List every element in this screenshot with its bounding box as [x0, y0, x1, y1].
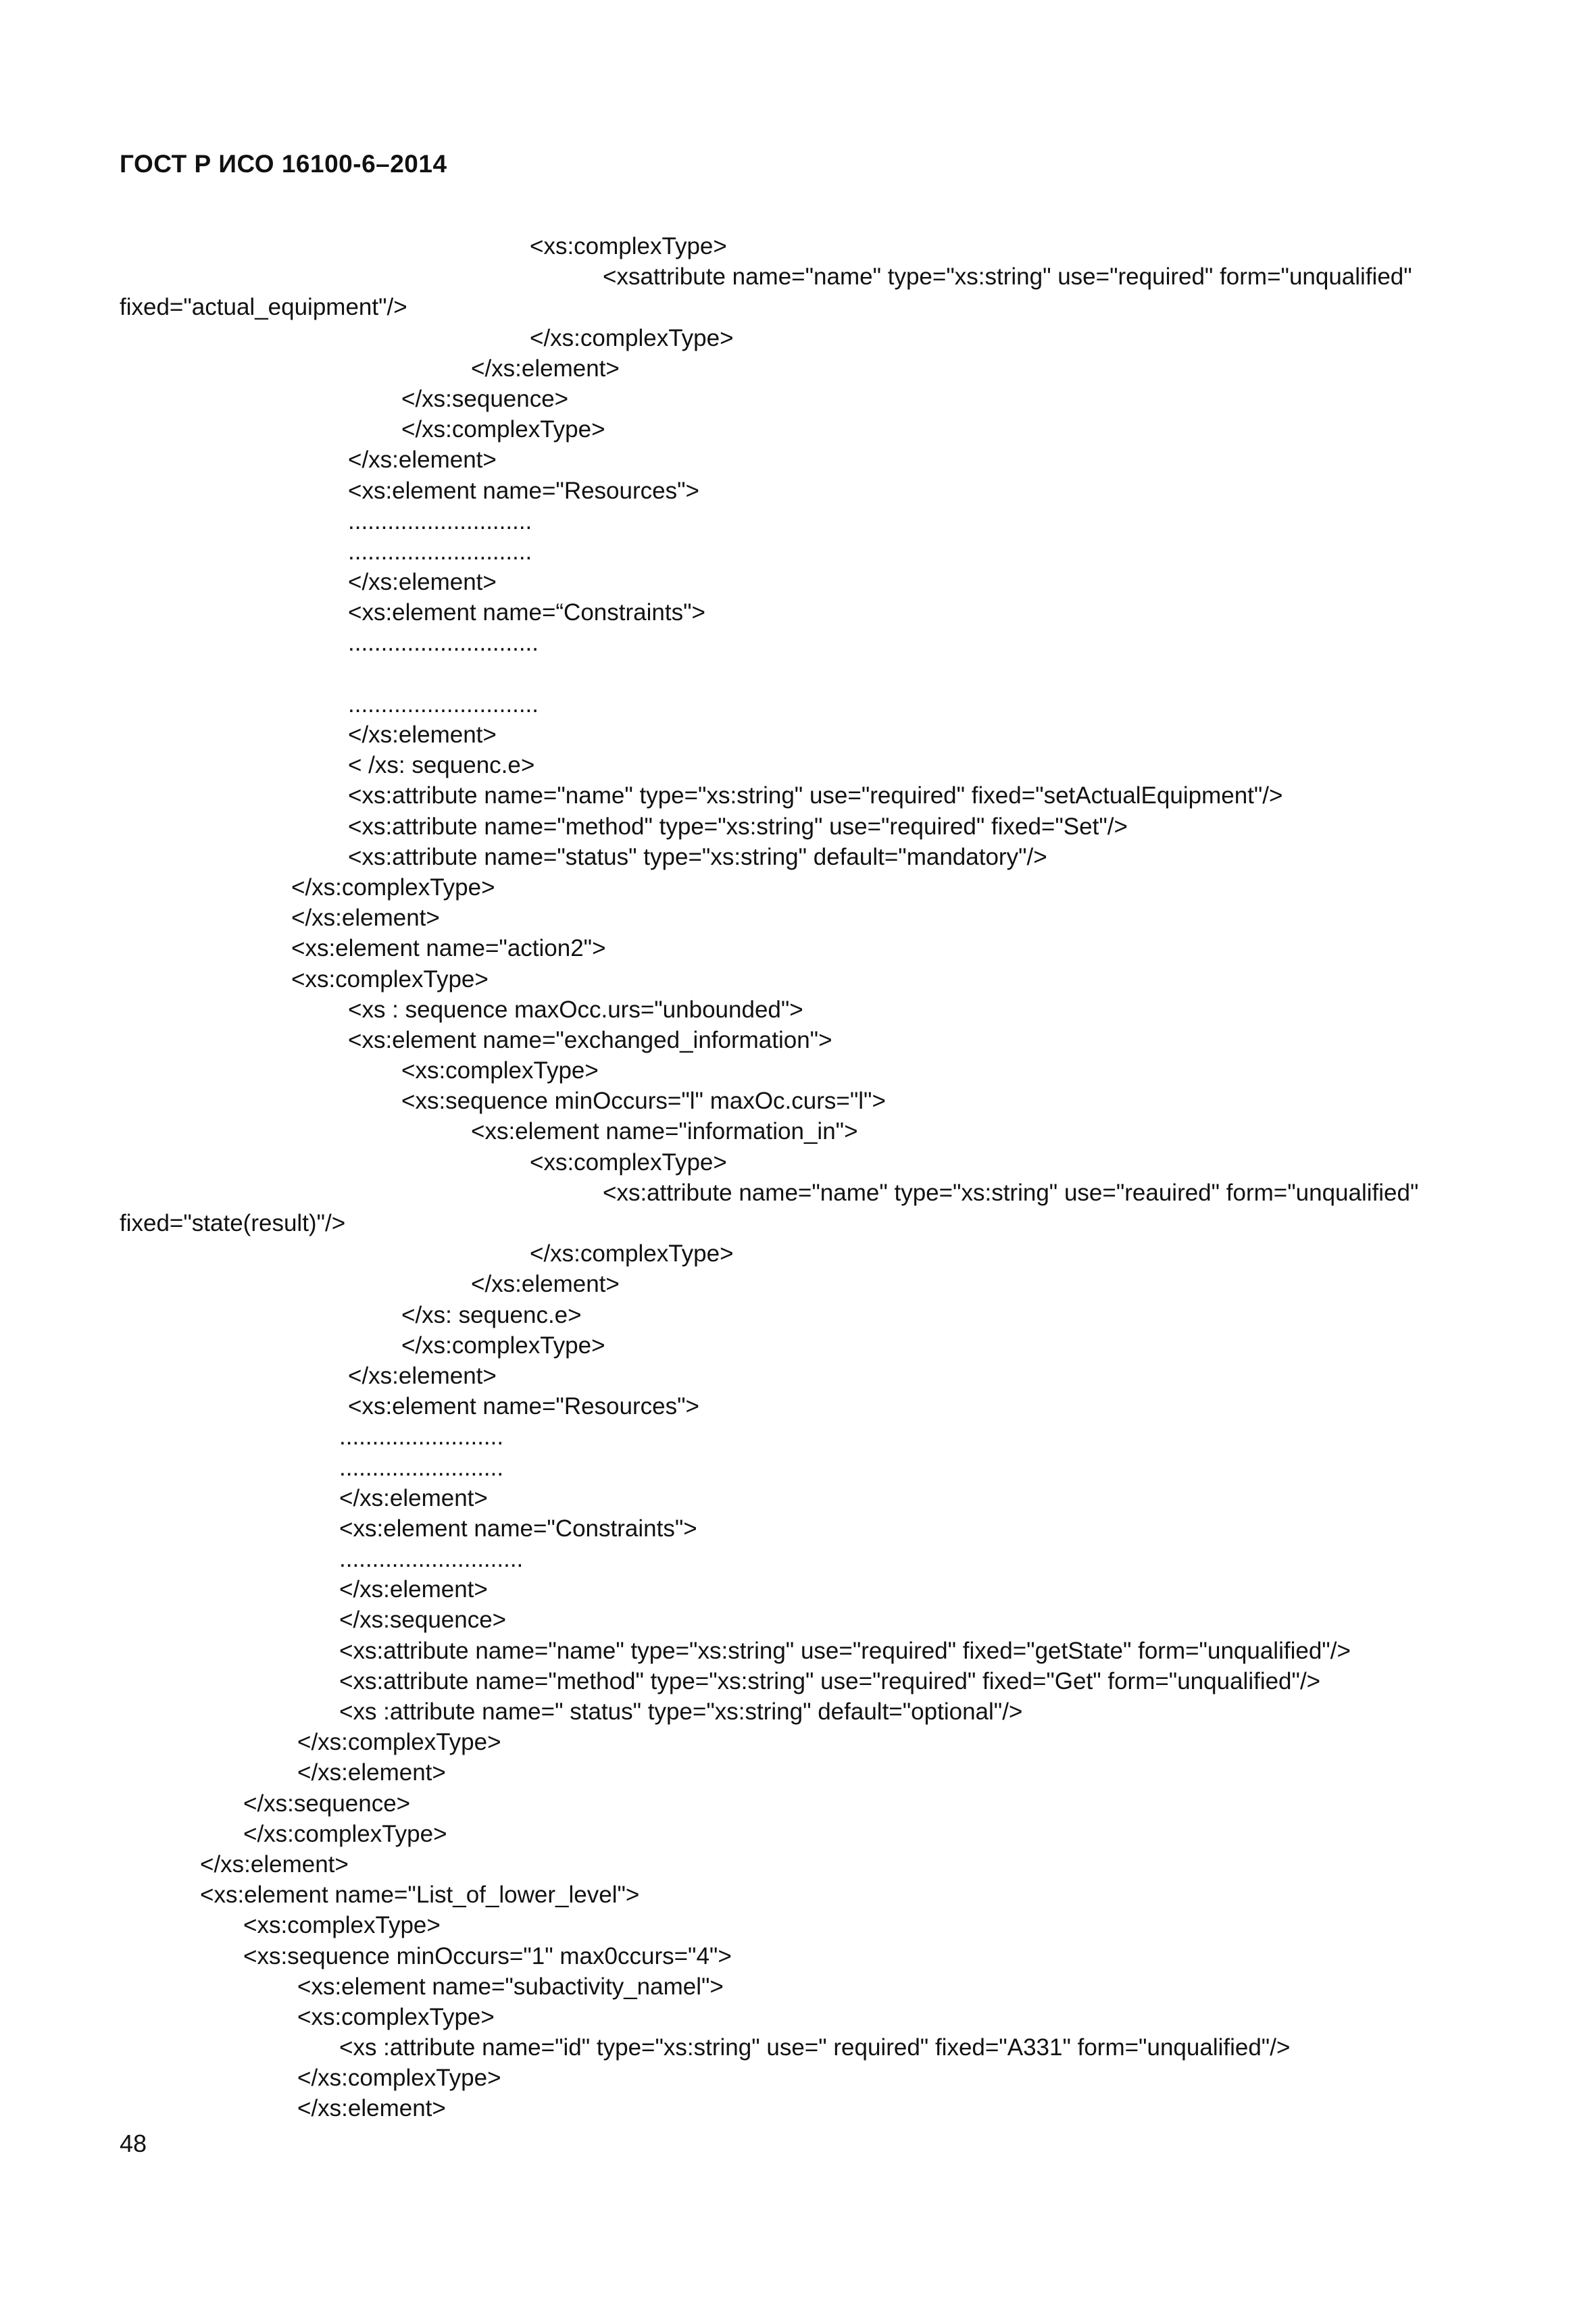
code-line: </xs:element> — [339, 1576, 488, 1603]
code-line: <xs:element name="exchanged_information"> — [348, 1026, 832, 1053]
code-line: ............................ — [348, 507, 532, 534]
code-line: ............................ — [339, 1546, 524, 1573]
code-line — [0, 659, 1596, 689]
code-line: </xs:element> — [297, 2095, 446, 2122]
code-line: ......................... — [339, 1424, 504, 1451]
code-line: <xs:element name="Constraints"> — [339, 1515, 697, 1542]
code-line: </xs: sequenc.e> — [401, 1301, 582, 1328]
code-line: <xs :attribute name="id" type="xs:string" use=" required" fixed="A331" form="unqualified"/> — [339, 2034, 1291, 2061]
code-line: < /xs: sequenc.e> — [348, 752, 535, 779]
code-line: </xs:sequence> — [401, 385, 569, 412]
code-line: <xs:complexType> — [530, 233, 727, 259]
code-line: </xs:element> — [200, 1851, 349, 1878]
code-line: <xs:attribute name="status" type="xs:string" default="mandatory"/> — [348, 843, 1047, 870]
code-line: <xs:attribute name="method" type="xs:string" use="required" fixed="Get" form="unqualified"/> — [339, 1667, 1321, 1694]
code-line: </xs:sequence> — [339, 1607, 507, 1634]
code-line: </xs:complexType> — [297, 2065, 501, 2092]
code-line: </xs:complexType> — [401, 1332, 605, 1359]
code-line: <xs:attribute name="name" type="xs:string" use="required" fixed="getState" form="unqualified"/> — [339, 1637, 1351, 1664]
code-line: <xs:element name="List_of_lower_level"> — [200, 1882, 640, 1909]
code-line: <xs:complexType> — [297, 2003, 495, 2030]
page-number: 48 — [120, 2130, 147, 2157]
code-line: <xs:complexType> — [401, 1057, 599, 1084]
code-line: <xs:attribute name="name" type="xs:string" use="required" fixed="setActualEquipment"/> — [348, 782, 1283, 809]
code-line: </xs:element> — [471, 1271, 620, 1298]
code-line: </xs:element> — [348, 569, 497, 596]
code-line: <xs:element name="Resources"> — [348, 477, 699, 504]
code-line: fixed="actual_equipment"/> — [120, 294, 407, 321]
code-line: <xs:sequence minOccurs="l" maxOc.curs="l"> — [401, 1088, 886, 1115]
code-line: <xs:attribute name="method" type="xs:string" use="required" fixed="Set"/> — [348, 813, 1128, 840]
xml-code-listing — [0, 231, 1596, 2124]
code-line: </xs:complexType> — [401, 416, 605, 443]
code-line: </xs:complexType> — [243, 1820, 447, 1847]
code-line: </xs:complexType> — [297, 1729, 501, 1756]
code-line: <xs:complexType> — [291, 965, 489, 992]
code-line: <xsattribute name="name" type="xs:string" use="required" form="unqualified" — [603, 263, 1412, 291]
code-line: <xs:sequence minOccurs="1" max0ccurs="4"> — [243, 1942, 732, 1969]
code-line: <xs:element name="subactivity_namel"> — [297, 1973, 724, 2000]
code-line: fixed="state(result)"/> — [120, 1210, 346, 1236]
code-line: </xs:complexType> — [530, 1240, 734, 1267]
code-line: <xs:element name="Resources"> — [348, 1393, 699, 1420]
code-line: ............................. — [348, 690, 539, 718]
code-line: ............................. — [348, 630, 539, 657]
code-line: <xs:complexType> — [530, 1149, 727, 1176]
code-line: </xs:complexType> — [291, 874, 495, 901]
code-line: </xs:element> — [291, 905, 440, 932]
code-line: <xs : sequence maxOcc.urs="unbounded"> — [348, 996, 803, 1023]
code-line: </xs:complexType> — [530, 324, 734, 351]
code-line: <xs:element name="action2"> — [291, 935, 606, 962]
code-line: </xs:element> — [348, 447, 497, 474]
code-line: </xs:element> — [339, 1484, 488, 1511]
code-line: </xs:element> — [348, 1362, 497, 1389]
code-line: <xs:complexType> — [243, 1912, 441, 1939]
code-line: </xs:element> — [471, 355, 620, 382]
document-header: ГОСТ Р ИСО 16100-6–2014 — [120, 150, 447, 178]
code-line: </xs:sequence> — [243, 1790, 411, 1817]
code-line: </xs:element> — [348, 722, 497, 748]
code-line: ......................... — [339, 1454, 504, 1481]
code-line: <xs:element name="information_in"> — [471, 1118, 858, 1145]
code-line: ............................ — [348, 538, 532, 565]
code-line: <xs:element name=“Constraints"> — [348, 599, 705, 626]
code-line: <xs :attribute name=" status" type="xs:string" default="optional"/> — [339, 1699, 1023, 1725]
code-line: <xs:attribute name="name" type="xs:string" use="reauired" form="unqualified" — [603, 1179, 1419, 1206]
code-line: </xs:element> — [297, 1759, 446, 1786]
